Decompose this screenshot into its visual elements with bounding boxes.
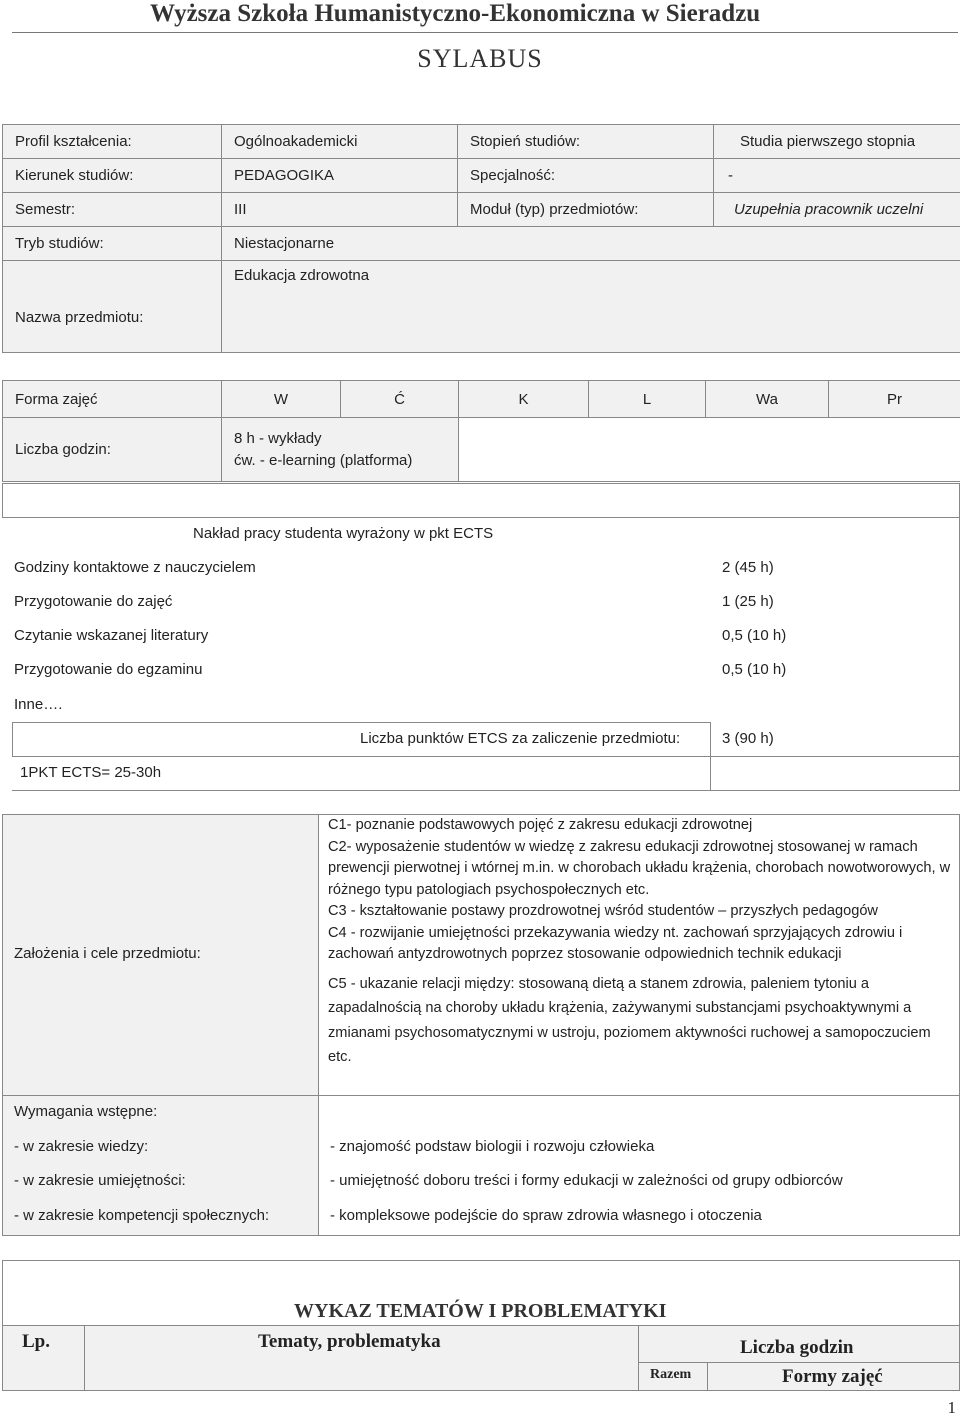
ects-row-value-reading: 0,5 (10 h) — [722, 627, 787, 644]
goals-line-bottom — [2, 1235, 960, 1236]
topics-line-topics — [638, 1325, 639, 1391]
hours-value — [222, 418, 459, 482]
semester-label: Semestr: — [3, 193, 222, 227]
mode-value: Niestacjonarne — [222, 227, 960, 261]
goals-line-left — [2, 814, 3, 1236]
specialty-value: - — [714, 159, 960, 193]
form-col-l: L — [589, 381, 706, 418]
hours-empty-cell — [459, 418, 960, 482]
ects-total-label: Liczba punktów ETCS za zaliczenie przedmiotu: — [360, 730, 681, 747]
ects-row-label-preparation: Przygotowanie do zajęć — [14, 593, 173, 610]
ects-line-divider — [710, 722, 711, 791]
ects-row-value-contact: 2 (45 h) — [722, 559, 774, 576]
goal-c4: C4 - rozwijanie umiejętności przekazywania wiedzy nt. zachowań sprzyjających zdrowiu i zachowań antyzdrowotnych poprzez stosowanie odpowiednich technik edukacji — [328, 924, 903, 962]
ects-total-value: 3 (90 h) — [722, 730, 774, 747]
subject-label: Nazwa przedmiotu: — [3, 261, 222, 353]
ects-row-label-exam: Przygotowanie do egzaminu — [14, 661, 203, 678]
hours-line-1: 8 h - wykłady — [234, 429, 322, 447]
ects-heading: Nakład pracy studenta wyrażony w pkt ECTS — [193, 525, 494, 542]
ects-row-value-preparation: 1 (25 h) — [722, 593, 774, 610]
req-social-value: - kompleksowe podejście do spraw zdrowia własnego i otoczenia — [330, 1207, 762, 1224]
goal-c3: C3 - kształtowanie postawy prozdrowotnej wśród studentów – przyszłych pedagogów — [328, 903, 878, 919]
hours-line-2: ćw. - e-learning (platforma) — [234, 451, 413, 469]
ects-row-label-contact: Godziny kontaktowe z nauczycielem — [14, 559, 256, 576]
topics-line-header — [2, 1325, 960, 1326]
req-knowledge-label: - w zakresie wiedzy: — [14, 1138, 149, 1155]
goal-c2: C2- wyposażenie studentów w wiedzę z zakresu edukacji zdrowotnej stosowanej w ramach prewencji pierwotnej i wtórnej m.in. w chorobach układu krążenia, chorobach nowotworowych, w różnego typu patologiach psychospołecznych etc. — [328, 838, 951, 898]
field-value: PEDAGOGIKA — [222, 159, 458, 193]
page-number: 1 — [947, 1398, 956, 1417]
goals-label: Założenia i cele przedmiotu: — [14, 945, 201, 962]
module-value: Uzupełnia pracownik uczelni — [714, 193, 960, 227]
forms-label: Forma zajęć — [3, 381, 222, 418]
degree-value: Studia pierwszego stopnia — [714, 125, 960, 159]
req-skills-label: - w zakresie umiejętności: — [14, 1172, 186, 1189]
document-title: SYLABUS — [417, 44, 543, 73]
goals-line-mid — [2, 1095, 960, 1096]
topics-title: WYKAZ TEMATÓW I PROBLEMATYKI — [294, 1300, 667, 1322]
topics-col-forms: Formy zajęć — [782, 1366, 883, 1387]
subject-value: Edukacja zdrowotna — [222, 261, 960, 353]
form-col-w: W — [222, 381, 341, 418]
ects-line-total — [12, 756, 710, 757]
hours-label: Liczba godzin: — [3, 418, 222, 482]
info-table — [2, 124, 960, 353]
module-label: Moduł (typ) przedmiotów: — [458, 193, 714, 227]
topics-col-lp: Lp. — [22, 1331, 50, 1352]
topics-line-bottom — [2, 1390, 960, 1391]
form-col-wa: Wa — [706, 381, 829, 418]
topics-line-top — [2, 1260, 960, 1261]
ects-note: 1PKT ECTS= 25-30h — [20, 764, 162, 781]
topics-col-hours: Liczba godzin — [740, 1337, 854, 1358]
form-col-k: K — [459, 381, 589, 418]
mode-label: Tryb studiów: — [3, 227, 222, 261]
goal-c5: C5 - ukazanie relacji między: stosowaną dietą a stanem zdrowia, paleniem tytoniu a zapadalnością na choroby układu krążenia, zażywanymi substancjami psychoaktywnymi a zmianami psychosomatycznymi w ustroju, poziomem aktywności ruchowej a samopoczuciem etc. — [328, 975, 931, 1065]
field-label: Kierunek studiów: — [3, 159, 222, 193]
university-name: Wyższa Szkoła Humanistyczno-Ekonomiczna w Sieradzu — [150, 0, 761, 27]
topics-line-left — [2, 1260, 3, 1391]
req-knowledge-value: - znajomość podstaw biologii i rozwoju człowieka — [330, 1138, 655, 1155]
profile-label: Profil kształcenia: — [3, 125, 222, 159]
req-social-label: - w zakresie kompetencji społecznych: — [14, 1207, 270, 1224]
ects-line-inne-left — [12, 722, 13, 757]
requirements-label: Wymagania wstępne: — [14, 1103, 158, 1120]
specialty-label: Specjalność: — [458, 159, 714, 193]
ects-line-bottom — [12, 790, 960, 791]
goal-c1: C1- poznanie podstawowych pojęć z zakresu edukacji zdrowotnej — [328, 817, 753, 833]
semester-value: III — [222, 193, 458, 227]
ects-line-value — [710, 756, 960, 757]
topics-line-sub — [638, 1362, 960, 1363]
degree-label: Stopień studiów: — [458, 125, 714, 159]
title-rule — [12, 32, 958, 33]
req-skills-value: - umiejętność doboru treści i formy edukacji w zależności od grupy odbiorców — [330, 1172, 843, 1189]
goals-line-divider — [318, 814, 319, 1236]
ects-line-left — [2, 483, 3, 518]
ects-line-inne — [12, 722, 710, 723]
ects-line-top — [2, 483, 960, 484]
topics-col-topics: Tematy, problematyka — [258, 1331, 441, 1352]
ects-row-label-other: Inne…. — [14, 696, 63, 713]
form-col-c: Ć — [341, 381, 459, 418]
profile-value: Ogólnoakademicki — [222, 125, 458, 159]
form-col-pr: Pr — [829, 381, 960, 418]
topics-line-total — [707, 1362, 708, 1391]
ects-row-label-reading: Czytanie wskazanej literatury — [14, 627, 209, 644]
topics-col-total: Razem — [650, 1367, 692, 1382]
ects-row-value-exam: 0,5 (10 h) — [722, 661, 787, 678]
forms-table — [2, 380, 960, 482]
topics-line-lp — [84, 1325, 85, 1391]
ects-line-heading — [2, 517, 960, 518]
goals-text — [328, 815, 953, 1070]
